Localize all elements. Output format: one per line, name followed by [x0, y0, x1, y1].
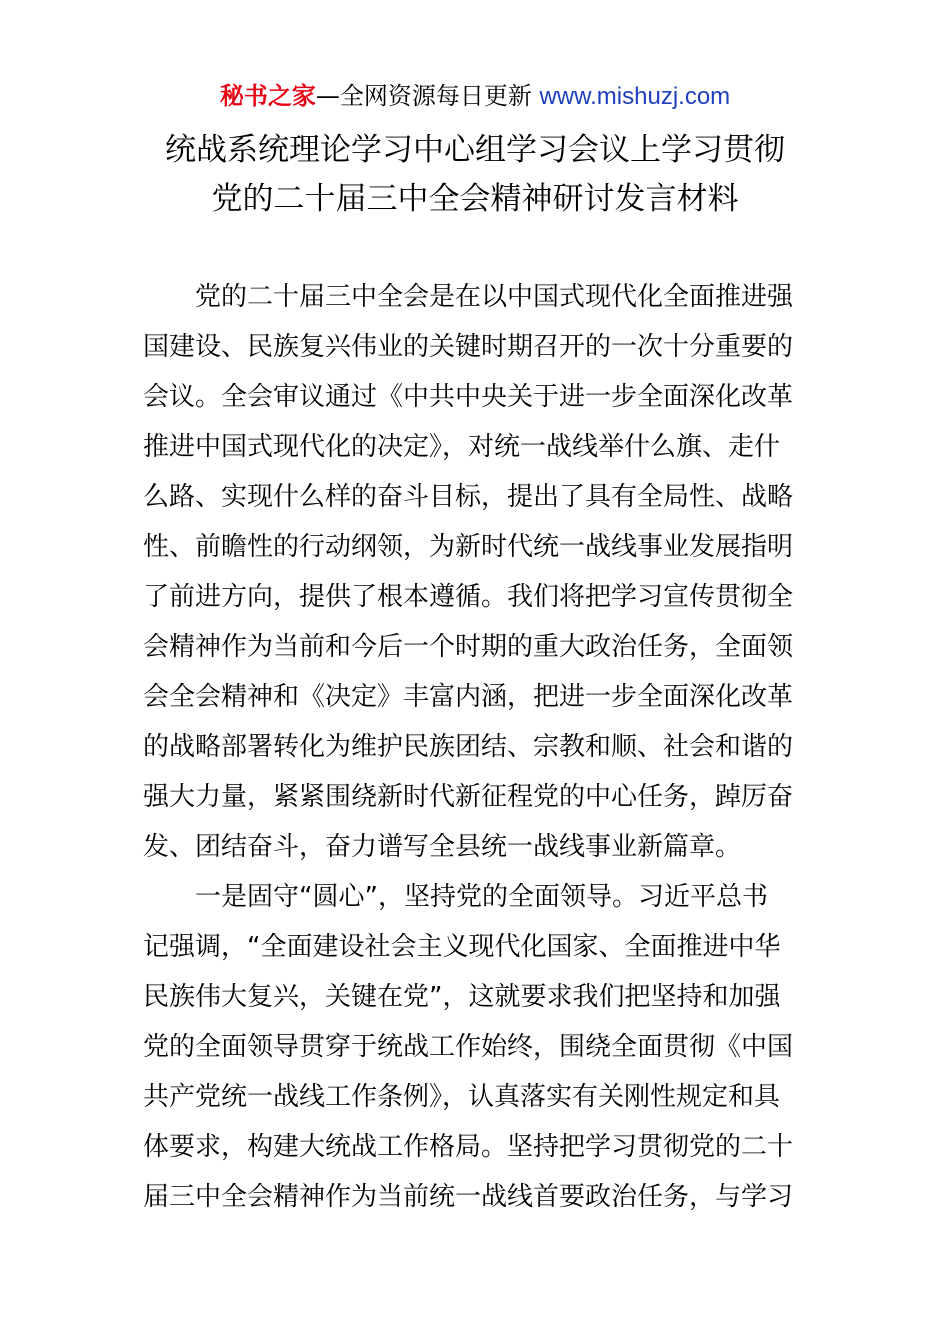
paragraph-line: 了前进方向，提供了根本遵循。我们将把学习宣传贯彻全	[143, 582, 794, 612]
title-line-2: 党的二十届三中全会精神研讨发言材料	[211, 181, 739, 217]
paragraph-line: 会全会精神和《决定》丰富内涵，把进一步全面深化改革	[143, 682, 794, 712]
site-tagline: —全网资源每日更新	[315, 82, 540, 110]
site-header	[0, 80, 950, 113]
paragraph-line: 强大力量，紧紧围绕新时代新征程党的中心任务，踔厉奋	[143, 782, 794, 812]
paragraph-line: 民族伟大复兴，关键在党”，这就要求我们把坚持和加强	[143, 982, 781, 1012]
paragraph-line: 推进中国式现代化的决定》，对统一战线举什么旗、走什	[143, 432, 781, 462]
site-brand: 秘书之家	[219, 82, 316, 110]
paragraph-line: 发、团结奋斗，奋力谱写全县统一战线事业新篇章。	[143, 832, 742, 862]
document-title	[0, 126, 950, 224]
paragraph-line: 党的全面领导贯穿于统战工作始终，围绕全面贯彻《中国	[143, 1032, 794, 1062]
title-line-1: 统战系统理论学习中心组学习会议上学习贯彻	[165, 132, 785, 168]
paragraph-line: 的战略部署转化为维护民族团结、宗教和顺、社会和谐的	[143, 732, 794, 762]
paragraph-line: 国建设、民族复兴伟业的关键时期召开的一次十分重要的	[143, 332, 794, 362]
paragraph-line: 么路、实现什么样的奋斗目标，提出了具有全局性、战略	[143, 482, 794, 512]
paragraph-line: 一是固守“圆心”，坚持党的全面领导。习近平总书	[195, 882, 768, 912]
paragraph-line: 共产党统一战线工作条例》，认真落实有关刚性规定和具	[143, 1082, 781, 1112]
site-url-link[interactable]: www.mishuzj.com	[539, 83, 731, 110]
paragraph-line: 记强调，“全面建设社会主义现代化国家、全面推进中华	[143, 932, 781, 962]
paragraph-line: 体要求，构建大统战工作格局。坚持把学习贯彻党的二十	[143, 1132, 794, 1162]
paragraph-line: 性、前瞻性的行动纲领，为新时代统一战线事业发展指明	[143, 532, 794, 562]
paragraph-line: 会精神作为当前和今后一个时期的重大政治任务，全面领	[143, 632, 794, 662]
document-body	[143, 272, 823, 1222]
paragraph-line: 党的二十届三中全会是在以中国式现代化全面推进强	[195, 282, 794, 312]
paragraph-line: 会议。全会审议通过《中共中央关于进一步全面深化改革	[143, 382, 794, 412]
paragraph-line: 届三中全会精神作为当前统一战线首要政治任务，与学习	[143, 1182, 794, 1212]
